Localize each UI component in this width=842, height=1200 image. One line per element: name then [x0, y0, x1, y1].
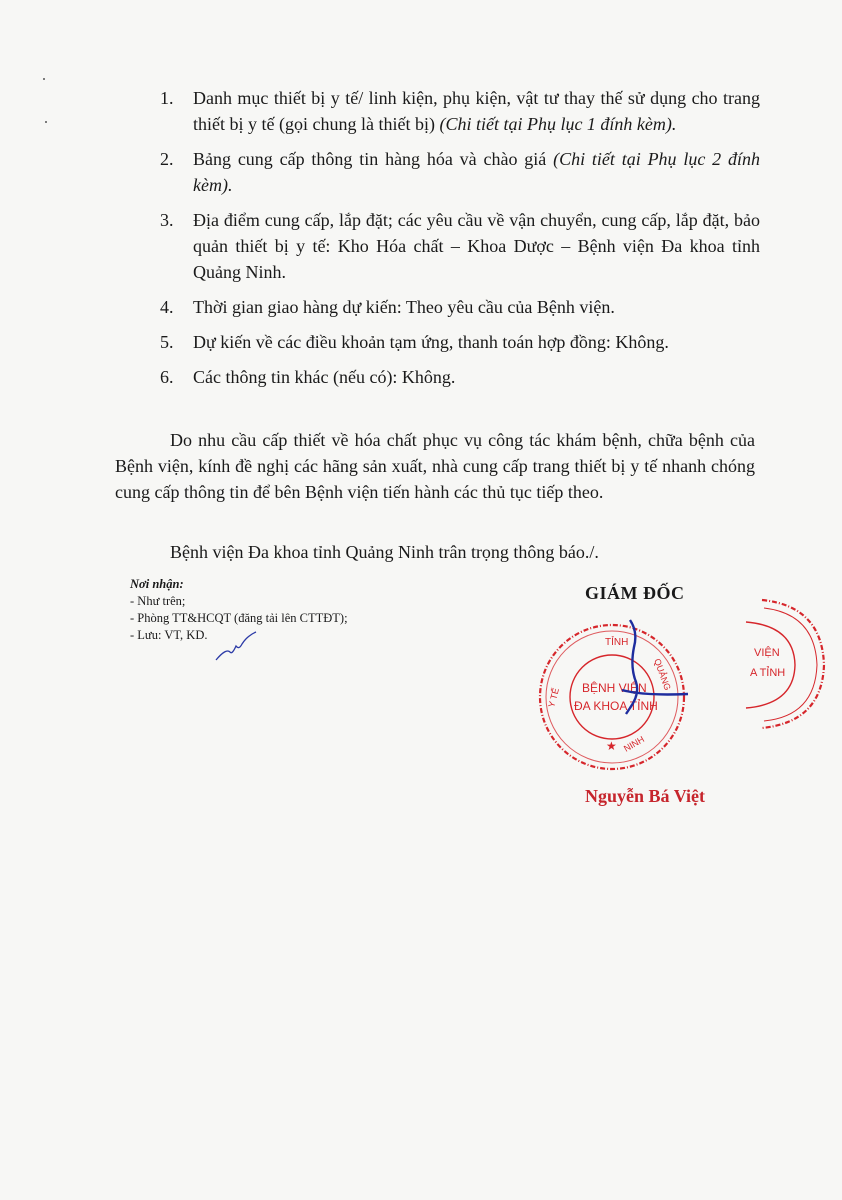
recipient-line: - Như trên;: [130, 594, 186, 608]
closing-paragraph: Bệnh viện Đa khoa tỉnh Quảng Ninh trân trọng thông báo./.: [170, 542, 599, 562]
list-item: [160, 207, 760, 285]
item-number: 1.: [160, 88, 174, 108]
request-paragraph: Do nhu cầu cấp thiết về hóa chất phục vụ công tác khám bệnh, chữa bệnh của Bệnh viện, kính đề nghị các hãng sản xuất, nhà cung cấp trang thiết bị y tế nhanh chóng cung cấp thông tin để bên Bệnh viện tiến hành các thủ tục tiếp theo.: [115, 430, 755, 502]
item-text: Địa điểm cung cấp, lắp đặt; các yêu cầu về vận chuyển, cung cấp, lắp đặt, bảo quản thiết bị y tế: Kho Hóa chất – Khoa Dược – Bệnh viện Đa khoa tỉnh Quảng Ninh.: [193, 210, 760, 282]
scan-speck: [43, 78, 45, 80]
partial-seal-line-1: VIỆN: [754, 647, 780, 659]
item-number: 3.: [160, 210, 174, 230]
seal-text-right: QUẢNG: [652, 657, 673, 692]
signer-name: Nguyễn Bá Việt: [585, 786, 706, 806]
requirements-list: [160, 85, 760, 399]
partial-seal-line-2: A TỈNH: [750, 667, 786, 679]
item-text: Các thông tin khác (nếu có): Không.: [193, 367, 456, 387]
list-item: [160, 364, 760, 390]
list-item: [160, 294, 760, 320]
item-italic-note: (Chi tiết tại Phụ lục 1 đính kèm).: [439, 114, 677, 134]
seal-text-top: TỈNH: [605, 637, 629, 648]
partial-seal: [742, 590, 842, 740]
seal-text-bottom: NINH: [622, 734, 647, 754]
seal-text-left: Y TẾ: [546, 686, 562, 709]
item-text: Bảng cung cấp thông tin hàng hóa và chào giá: [193, 149, 554, 169]
list-item: [160, 146, 760, 198]
item-italic-note: (Chi tiết tại Phụ lục 2 đính kèm).: [193, 149, 761, 195]
seal-line-2: ĐA KHOA TỈNH: [574, 699, 658, 713]
list-item: [160, 329, 760, 355]
recipients-heading: Nơi nhận:: [130, 577, 184, 591]
list-item: [160, 85, 760, 137]
recipient-line: - Phòng TT&HCQT (đăng tải lên CTTĐT);: [130, 611, 348, 625]
item-text: Thời gian giao hàng dự kiến: Theo yêu cầu của Bệnh viện.: [193, 297, 615, 317]
signer-title: GIÁM ĐỐC: [585, 583, 685, 603]
recipient-line: - Lưu: VT, KD.: [130, 628, 208, 642]
item-text: Dự kiến về các điều khoản tạm ứng, thanh toán hợp đồng: Không.: [193, 332, 669, 352]
seal-line-1: BỆNH VIỆN: [582, 681, 647, 695]
seal-star-icon: ★: [606, 739, 617, 753]
item-number: 2.: [160, 149, 174, 169]
item-number: 4.: [160, 297, 174, 317]
scan-speck: [45, 121, 47, 123]
official-seal: [526, 612, 706, 782]
initials-mark: [212, 630, 262, 665]
item-text: Danh mục thiết bị y tế/ linh kiện, phụ kiện, vật tư thay thế sử dụng cho trang thiết bị y tế (gọi chung là thiết bị): [193, 88, 760, 134]
item-number: 6.: [160, 367, 174, 387]
item-number: 5.: [160, 332, 174, 352]
